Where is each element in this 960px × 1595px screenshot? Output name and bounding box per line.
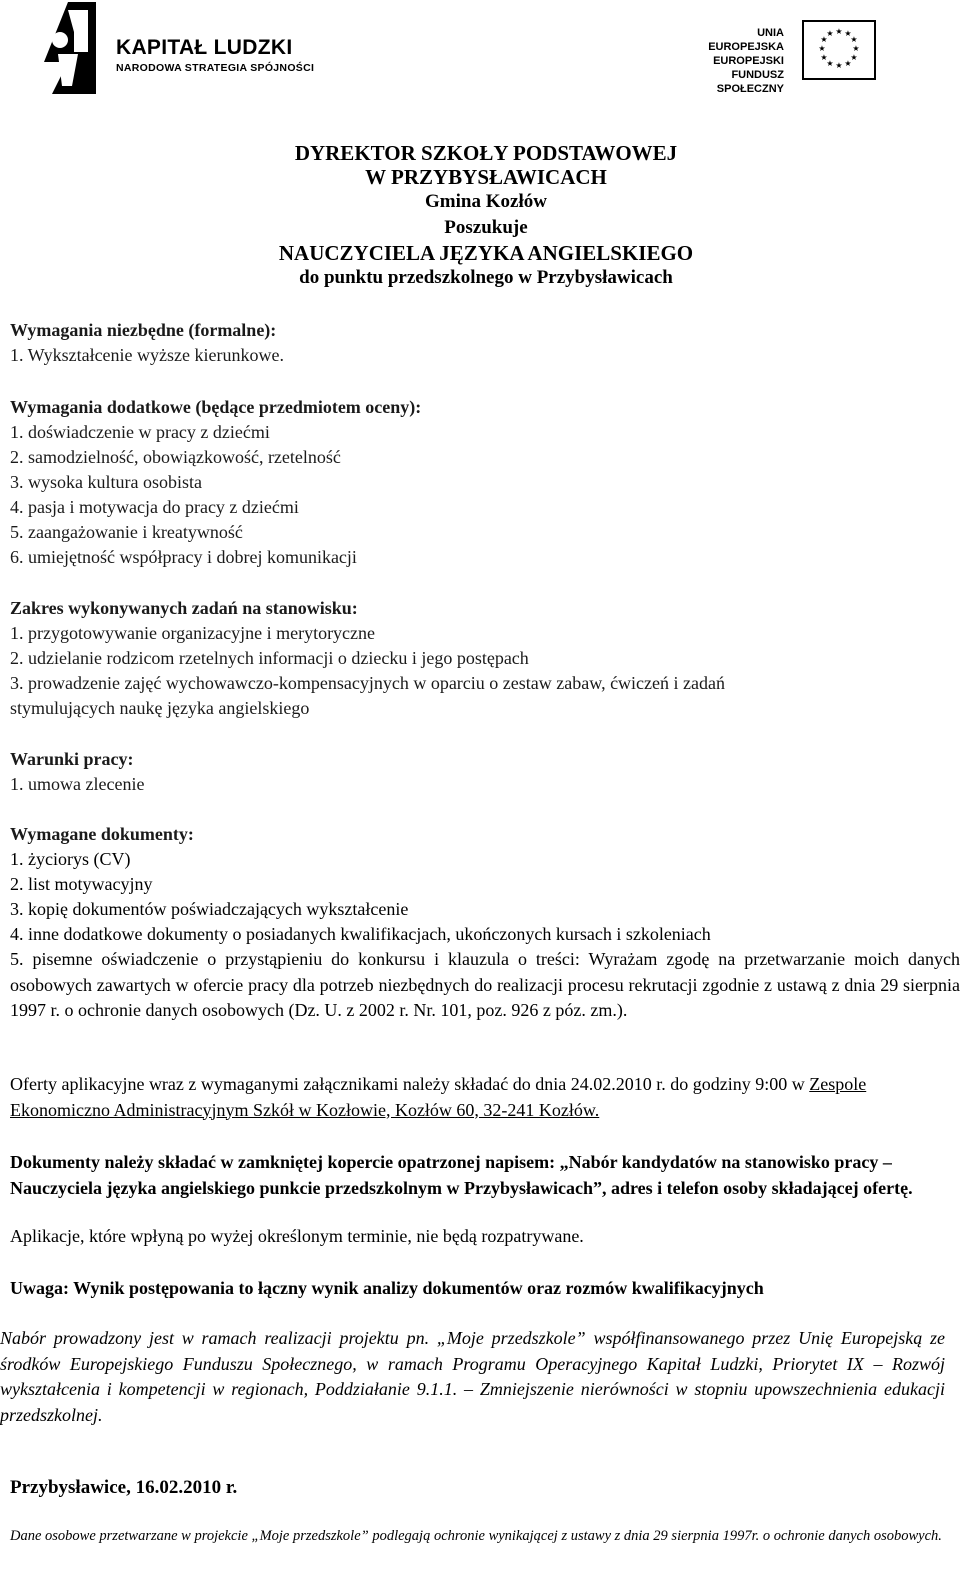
formal-title: Wymagania niezbędne (formalne): <box>10 320 277 340</box>
svg-text:★: ★ <box>820 53 828 62</box>
kl-subtitle: NARODOWA STRATEGIA SPÓJNOŚCI <box>116 62 315 74</box>
list-item: 1. przygotowywanie organizacyjne i merytoryczne <box>10 623 376 643</box>
svg-text:★: ★ <box>850 53 858 62</box>
ue-line1: UNIA EUROPEJSKA <box>708 27 784 53</box>
heading-line-2: W PRZYBYSŁAWICACH <box>365 165 607 189</box>
svg-text:★: ★ <box>835 61 843 70</box>
warning-note: Uwaga: Wynik postępowania to łączny wynik analizy dokumentów oraz rozmów kwalifikacyjnych <box>10 1278 764 1298</box>
heading-line-4: Poszukuje <box>444 217 528 238</box>
list-item: stymulujących naukę języka angielskiego <box>10 698 310 718</box>
svg-text:★: ★ <box>820 35 828 44</box>
kapital-ludzki-logo <box>38 2 338 96</box>
list-item: 3. prowadzenie zajęć wychowawczo-kompensacyjnych w oparciu o zestaw zabaw, ćwiczeń i zadań <box>10 673 725 693</box>
conditions-title: Warunki pracy: <box>10 749 134 769</box>
offers-address: Zespole Ekonomiczno Administracyjnym Szkół w Kozłowie, Kozłów 60, 32-241 Kozłów. <box>10 1074 867 1120</box>
svg-text:★: ★ <box>844 59 852 68</box>
place-date: Przybysławice, 16.02.2010 r. <box>10 1477 238 1498</box>
list-item: 6. umiejętność współpracy i dobrej komunikacji <box>10 547 357 567</box>
ue-line3: FUNDUSZ SPOŁECZNY <box>716 69 784 95</box>
late-applications-note: Aplikacje, które wpłyną po wyżej określonym terminie, nie będą rozpatrywane. <box>10 1226 584 1246</box>
svg-text:★: ★ <box>844 29 852 38</box>
list-item: 1. życiorys (CV) <box>10 849 131 869</box>
svg-text:★: ★ <box>850 35 858 44</box>
svg-text:★: ★ <box>826 59 834 68</box>
svg-text:★: ★ <box>835 27 843 36</box>
list-item: 3. wysoka kultura osobista <box>10 472 202 492</box>
envelope-instructions: Dokumenty należy składać w zamkniętej kopercie opatrzonej napisem: „Nabór kandydatów na stanowisko pracy – Nauczyciela języka angielskiego punkcie przedszkolnym w Przybysławicach”, adres i telefon osoby składającej ofertę. <box>10 1152 913 1198</box>
list-item: 4. pasja i motywacja do pracy z dziećmi <box>10 497 299 517</box>
project-info: Nabór prowadzony jest w ramach realizacji projektu pn. „Moje przedszkole” współfinansowanego przez Unię Europejską ze środków Europejskiego Funduszu Społecznego, w ramach Programu Operacyjnego Kapitał Ludzki, Priorytet IX – Rozwój wykształcenia i kompetencji w regionach, Poddziałanie 9.1.1. – Zmniejszenie nierówności w stopniu upowszechnienia edukacji przedszkolnej. <box>0 1328 945 1425</box>
list-item: 2. samodzielność, obowiązkowość, rzetelność <box>10 447 341 467</box>
kl-title: KAPITAŁ LUDZKI <box>116 36 293 59</box>
offers-paragraph <box>10 1072 960 1123</box>
kapital-ludzki-emblem-icon <box>38 2 98 94</box>
list-item: 1. Wykształcenie wyższe kierunkowe. <box>10 345 284 365</box>
tasks-title: Zakres wykonywanych zadań na stanowisku: <box>10 598 358 618</box>
consent-clause: 5. pisemne oświadczenie o przystąpieniu do konkursu i klauzula o treści: Wyrażam zgodę na przetwarzanie moich danych osobowych zawartych w ofercie pracy dla potrzeb niezbędnych do realizacji procesu rekrutacji zgodnie z ustawą z dnia 29 sierpnia 1997 r. o ochronie danych osobowych (Dz. U. z 2002 r. Nr. 101, poz. 926 z póz. zm.). <box>10 949 960 1021</box>
list-item: 1. doświadczenie w pracy z dziećmi <box>10 422 270 442</box>
additional-title: Wymagania dodatkowe (będące przedmiotem oceny): <box>10 397 422 417</box>
list-item: 5. zaangażowanie i kreatywność <box>10 522 243 542</box>
eu-logo <box>680 18 880 95</box>
offers-text: Oferty aplikacyjne wraz z wymaganymi załącznikami należy składać do dnia 24.02.2010 r. do godziny 9:00 w <box>10 1074 810 1094</box>
svg-text:★: ★ <box>818 44 826 53</box>
eu-flag-icon <box>802 20 876 80</box>
svg-text:★: ★ <box>852 44 860 53</box>
heading-line-1: DYREKTOR SZKOŁY PODSTAWOWEJ <box>294 141 678 165</box>
heading-line-3: Gmina Kozłów <box>425 191 547 212</box>
ue-line2: EUROPEJSKI <box>713 55 784 67</box>
list-item: 4. inne dodatkowe dokumenty o posiadanych kwalifikacjach, ukończonych kursach i szkoleniach <box>10 924 711 944</box>
list-item: 3. kopię dokumentów poświadczających wykształcenie <box>10 899 409 919</box>
svg-text:★: ★ <box>826 29 834 38</box>
heading-line-5: NAUCZYCIELA JĘZYKA ANGIELSKIEGO <box>278 241 694 265</box>
list-item: 2. list motywacyjny <box>10 874 153 894</box>
documents-title: Wymagane dokumenty: <box>10 824 194 844</box>
list-item: 1. umowa zlecenie <box>10 774 145 794</box>
heading-line-6: do punktu przedszkolnego w Przybysławicach <box>299 267 673 288</box>
list-item: 2. udzielanie rodzicom rzetelnych informacji o dziecku i jego postępach <box>10 648 529 668</box>
footer-note: Dane osobowe przetwarzane w projekcie „Moje przedszkole” podlegają ochronie wynikającej z ustawy z dnia 29 sierpnia 1997r. o ochronie danych osobowych. <box>10 1528 942 1544</box>
